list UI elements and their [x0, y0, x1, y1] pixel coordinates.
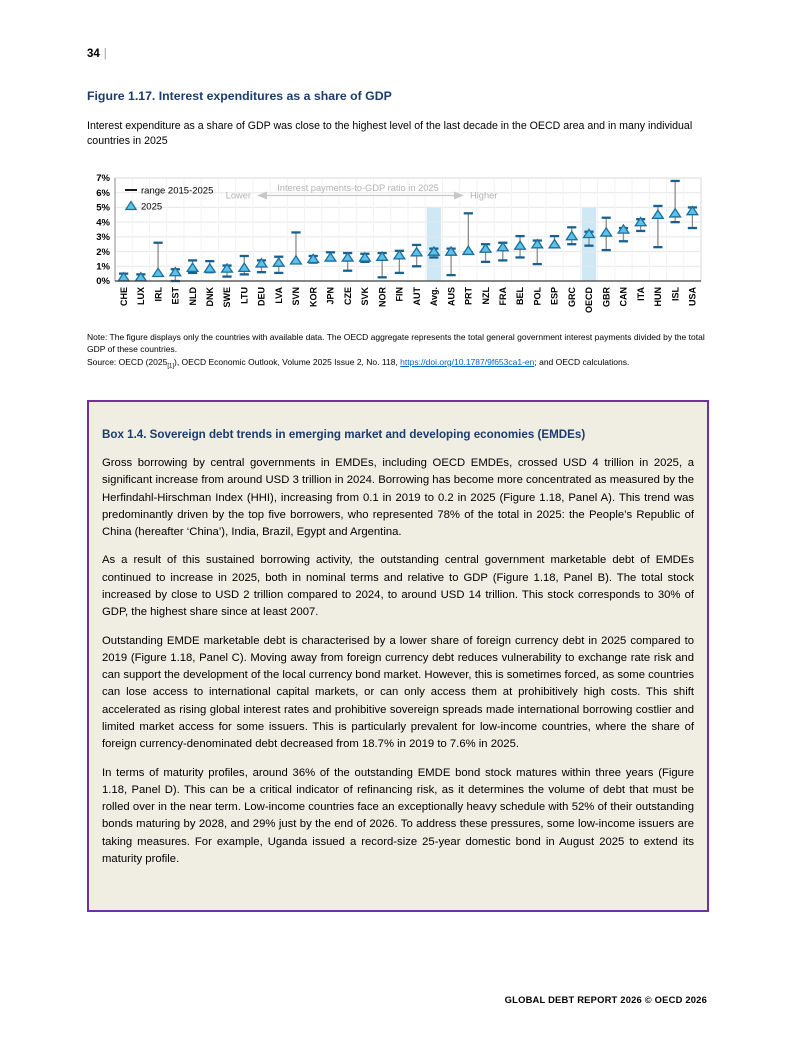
- y-tick-5%: 5%: [96, 202, 110, 214]
- marker-2025-HUN: [653, 210, 664, 218]
- legend-2025-label: 2025: [141, 201, 163, 213]
- x-label-Avg.: Avg.: [429, 287, 440, 307]
- x-label-CAN: CAN: [618, 287, 629, 307]
- country-CAN: [618, 225, 629, 241]
- marker-2025-GBR: [601, 228, 612, 236]
- x-label-LUX: LUX: [136, 287, 147, 305]
- country-LVA: [273, 257, 284, 273]
- annotation-center-label: Interest payments-to-GDP ratio in 2025: [277, 183, 439, 193]
- x-label-DNK: DNK: [204, 287, 215, 307]
- x-label-KOR: KOR: [308, 287, 319, 307]
- marker-2025-NLD: [187, 263, 198, 271]
- marker-2025-ISL: [670, 209, 681, 217]
- marker-2025-SVN: [291, 256, 302, 264]
- marker-2025-ESP: [549, 240, 560, 248]
- x-label-SVK: SVK: [360, 287, 371, 306]
- y-tick-3%: 3%: [96, 232, 110, 244]
- box-title: Box 1.4. Sovereign debt trends in emerging market and developing economies (EMDEs): [102, 428, 586, 441]
- x-label-IRL: IRL: [153, 287, 164, 302]
- y-tick-7%: 7%: [96, 173, 110, 185]
- y-tick-6%: 6%: [96, 187, 110, 199]
- country-GRC: [566, 227, 577, 244]
- page-number-separator: |: [103, 48, 107, 60]
- source-mid: ), OECD Economic Outlook, Volume 2025 Issue 2, No. 118,: [174, 356, 401, 367]
- country-DEU: [256, 259, 267, 272]
- marker-2025-LVA: [273, 258, 284, 266]
- marker-2025-LTU: [239, 263, 250, 271]
- legend-range-label: range 2015-2025: [141, 185, 214, 197]
- x-label-USA: USA: [687, 287, 698, 307]
- x-label-FRA: FRA: [497, 287, 508, 306]
- country-JPN: [325, 252, 336, 261]
- country-HUN: [653, 206, 664, 247]
- country-USA: [687, 207, 698, 229]
- x-label-AUT: AUT: [411, 287, 422, 306]
- x-label-CZE: CZE: [342, 287, 353, 305]
- x-label-EST: EST: [170, 287, 181, 305]
- x-label-LTU: LTU: [239, 287, 250, 304]
- box-1-4: [87, 400, 709, 912]
- x-label-AUS: AUS: [446, 287, 457, 307]
- x-label-GRC: GRC: [566, 287, 577, 307]
- source-suffix: ; and OECD calculations.: [534, 356, 630, 367]
- x-label-PRT: PRT: [463, 287, 474, 305]
- chart-svg: [87, 168, 707, 326]
- figure-title: Figure 1.17. Interest expenditures as a share of GDP: [87, 89, 392, 103]
- x-label-ISL: ISL: [670, 287, 681, 302]
- country-BEL: [515, 236, 526, 257]
- x-label-ITA: ITA: [635, 287, 646, 301]
- x-label-DEU: DEU: [256, 287, 267, 307]
- box-paragraph-4: In terms of maturity profiles, around 36% of the outstanding EMDE bond stock matures within three years (Figure 1.18, Panel D). This can be a critical indicator of refinancing risk, as it determines the volume of debt that must be rolled over in the near term. Low-income countries face an exceptionally heavy schedule with 52% of their outstanding bonds maturing by 2028, and 29% just by the end of 2026. To address these pressures, some low-income issuers are taking measures. For example, Uganda issued a record-size 25-year domestic bond in August 2025 to extend its maturity profile.: [102, 766, 694, 865]
- source-prefix: Source: OECD (2025: [87, 356, 168, 367]
- y-tick-2%: 2%: [96, 246, 110, 258]
- country-PRT: [463, 213, 474, 254]
- country-NOR: [377, 252, 388, 277]
- x-label-OECD: OECD: [584, 287, 595, 314]
- y-tick-1%: 1%: [96, 261, 110, 273]
- interest-expenditure-chart: [87, 168, 707, 326]
- x-label-SVN: SVN: [291, 287, 302, 306]
- country-LTU: [239, 256, 250, 274]
- highlight-band-Avg.: [427, 207, 441, 281]
- country-ESP: [549, 236, 560, 248]
- country-SVK: [360, 253, 371, 262]
- marker-2025-GRC: [566, 232, 577, 240]
- x-label-JPN: JPN: [325, 287, 336, 305]
- x-label-CHE: CHE: [118, 287, 129, 307]
- country-LUX: [135, 273, 146, 281]
- source-citation-sub: [1]: [167, 363, 174, 370]
- x-label-SWE: SWE: [222, 287, 233, 308]
- country-SWE: [222, 264, 233, 277]
- country-NZL: [480, 244, 491, 262]
- x-label-BEL: BEL: [515, 287, 526, 305]
- x-label-HUN: HUN: [653, 287, 664, 307]
- figure-note-source: [87, 332, 709, 371]
- country-EST: [170, 268, 181, 281]
- x-label-GBR: GBR: [601, 287, 612, 307]
- annotation-higher-label: Higher: [470, 190, 498, 201]
- source-doi-link[interactable]: https://doi.org/10.1787/9f653ca1-en: [400, 356, 535, 367]
- legend-2025-triangle-icon: [126, 202, 136, 210]
- x-label-ESP: ESP: [549, 287, 560, 306]
- direction-annotation: [226, 183, 498, 201]
- marker-2025-JPN: [325, 253, 336, 261]
- marker-2025-PRT: [463, 246, 474, 254]
- country-CZE: [342, 253, 353, 271]
- page-footer: GLOBAL DEBT REPORT 2026 © OECD 2026: [504, 994, 707, 1005]
- marker-2025-IRL: [153, 268, 164, 276]
- x-label-NOR: NOR: [377, 287, 388, 307]
- page-number-header: [87, 48, 107, 60]
- box-paragraph-1: Gross borrowing by central governments in EMDEs, including OECD EMDEs, crossed USD 4 trillion in 2025, a significant increase from around USD 3 trillion in 2024. Borrowing has become more concentrated as measured by the Herfindahl-Hirschman Index (HHI), increasing from 0.1 in 2019 to 0.2 in 2025 (Figure 1.18, Panel A). This trend was predominantly driven by the top five borrowers, who represented 78% of the total in 2025: the People’s Republic of China (hereafter ‘China’), India, Brazil, Egypt and Argentina.: [102, 457, 694, 539]
- figure-subtitle: Interest expenditure as a share of GDP was close to the highest level of the last decade in the OECD area and in many individual countries in 2025: [87, 120, 693, 148]
- x-label-NZL: NZL: [480, 287, 491, 305]
- box-paragraph-3: Outstanding EMDE marketable debt is characterised by a lower share of foreign currency debt in 2025 compared to 2019 (Figure 1.18, Panel C). Moving away from foreign currency debt reduces vulnerability to exchange rate risk and can support the development of the local currency bond market. However, this is sometimes forced, as some countries can lose access to international capital markets, or can only access them at prohibitively high costs. This shift accelerated as rising global interest rates and prohibitive sovereign spreads made international borrowing costlier and limited market access for some issuers. This is particularly prevalent for low-income countries, where the share of foreign currency-denominated debt decreased from 18.7% in 2019 to 7.6% in 2025.: [102, 634, 694, 751]
- x-label-FIN: FIN: [394, 287, 405, 302]
- country-IRL: [153, 243, 164, 277]
- annotation-lower-label: Lower: [225, 190, 251, 201]
- marker-2025-DNK: [204, 264, 215, 272]
- y-tick-4%: 4%: [96, 217, 110, 229]
- country-ITA: [635, 218, 646, 231]
- marker-2025-BEL: [515, 241, 526, 249]
- x-label-LVA: LVA: [273, 287, 284, 304]
- figure-source: [87, 357, 709, 371]
- figure-note: Note: The figure displays only the countries with available data. The OECD aggregate represents the total general government interest payments divided by the total GDP of these countries.: [87, 332, 705, 354]
- y-tick-0%: 0%: [96, 276, 110, 288]
- box-paragraph-2: As a result of this sustained borrowing activity, the outstanding central government marketable debt of EMDEs continued to increase in 2025, both in nominal terms and relative to GDP (Figure 1.18, Panel B). The total stock increased by close to USD 2 trillion compared to 2024, to around USD 14 trillion. This stock corresponds to 30% of GDP, the highest share since at least 2007.: [102, 554, 694, 619]
- country-FIN: [394, 251, 405, 273]
- country-ISL: [670, 181, 681, 222]
- country-CHE: [118, 273, 129, 281]
- chart-legend: [125, 186, 213, 213]
- country-AUT: [411, 245, 422, 266]
- x-label-POL: POL: [532, 287, 543, 306]
- page-number: 34: [87, 48, 100, 60]
- x-label-NLD: NLD: [187, 287, 198, 306]
- country-KOR: [308, 254, 319, 262]
